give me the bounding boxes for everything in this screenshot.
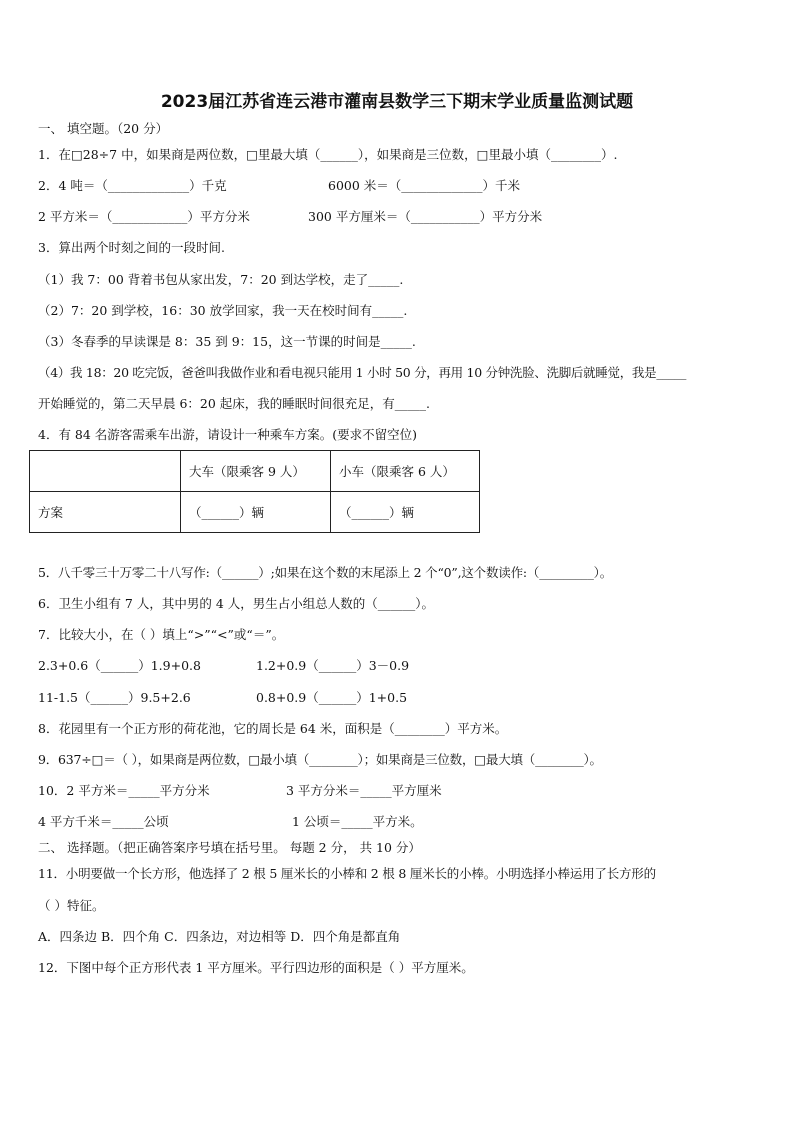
question-12: 12．下图中每个正方形代表 1 平方厘米。平行四边形的面积是（ ）平方厘米。: [38, 960, 474, 975]
question-10a: 10．2 平方米＝_____平方分米: [38, 783, 210, 798]
question-3-4-line2: 开始睡觉的，第二天早晨 6：20 起床，我的睡眠时间很充足，有_____.: [38, 396, 431, 411]
question-3-2: （2）7：20 到学校，16：30 放学回家，我一天在校时间有_____.: [38, 303, 408, 318]
question-7d: 0.8+0.9（______）1+0.5: [256, 690, 408, 705]
question-6: 6．卫生小组有 7 人，其中男的 4 人，男生占小组总人数的（______）。: [38, 596, 435, 611]
question-2a: 2．4 吨＝（_____________）千克: [38, 178, 227, 193]
question-2b: 6000 米＝（_____________）千米: [328, 178, 521, 193]
question-9: 9．637÷□＝（ ），如果商是两位数，□最小填（________）；如果商是三位数，□最大填（________）。: [38, 752, 602, 767]
question-7b: 1.2+0.9（______）3－0.9: [256, 658, 410, 673]
question-10c: 4 平方千米＝_____公顷: [38, 814, 169, 829]
question-7a: 2.3+0.6（______）1.9+0.8: [38, 658, 201, 673]
question-11-line1: 11．小明要做一个长方形，他选择了 2 根 5 厘米长的小棒和 2 根 8 厘米长的小棒。小明选择小棒运用了长方形的: [38, 866, 656, 881]
question-7: 7．比较大小，在（ ）填上“>”“<”或“＝”。: [38, 627, 285, 642]
question-10d: 1 公顷＝_____平方米。: [292, 814, 423, 829]
question-8: 8．花园里有一个正方形的荷花池，它的周长是 64 米，面积是（________）平方米。: [38, 721, 508, 736]
question-11-line2: （ ）特征。: [38, 898, 105, 913]
table-header-small-car: 小车（限乘客 6 人）: [331, 451, 480, 492]
section-heading-choice: 二、 选择题。（把正确答案序号填在括号里。 每题 2 分， 共 10 分）: [38, 840, 421, 855]
question-3-4-line1: （4）我 18：20 吃完饭，爸爸叫我做作业和看电视只能用 1 小时 50 分，再用 10 分钟洗脸、洗脚后就睡觉，我是_____: [38, 365, 687, 380]
page-title: 2023届江苏省连云港市灌南县数学三下期末学业质量监测试题: [160, 92, 634, 112]
table-header-large-bus: 大车（限乘客 9 人）: [181, 451, 331, 492]
table-row-label: 方案: [30, 492, 181, 533]
question-3: 3．算出两个时刻之间的一段时间.: [38, 240, 225, 255]
question-11-options: A．四条边 B．四个角 C．四条边，对边相等 D．四个角是都直角: [38, 929, 401, 944]
table-cell-large-count: （______）辆: [181, 492, 331, 533]
table-cell: [30, 451, 181, 492]
table-cell-small-count: （______）辆: [331, 492, 480, 533]
question-2d: 300 平方厘米＝（___________）平方分米: [308, 209, 543, 224]
question-10b: 3 平方分米＝_____平方厘米: [286, 783, 442, 798]
table-row: [30, 451, 480, 492]
question-5: 5．八千零三十万零二十八写作:（______）;如果在这个数的末尾添上 2 个“0”,这个数读作:（_________）。: [38, 565, 612, 580]
section-heading-fill-blank: 一、 填空题。（20 分）: [38, 121, 169, 136]
table-row: [30, 492, 480, 533]
question-1: 1．在□28÷7 中，如果商是两位数，□里最大填（______），如果商是三位数，□里最小填（________）.: [38, 147, 618, 162]
plan-table: [29, 450, 480, 533]
question-3-3: （3）冬春季的早读课是 8：35 到 9：15，这一节课的时间是_____.: [38, 334, 416, 349]
question-4: 4．有 84 名游客需乘车出游，请设计一种乘车方案。(要求不留空位): [38, 427, 418, 442]
question-7c: 11-1.5（______）9.5+2.6: [38, 690, 191, 705]
question-2c: 2 平方米＝（____________）平方分米: [38, 209, 250, 224]
question-3-1: （1）我 7：00 背着书包从家出发，7：20 到达学校，走了_____.: [38, 272, 404, 287]
